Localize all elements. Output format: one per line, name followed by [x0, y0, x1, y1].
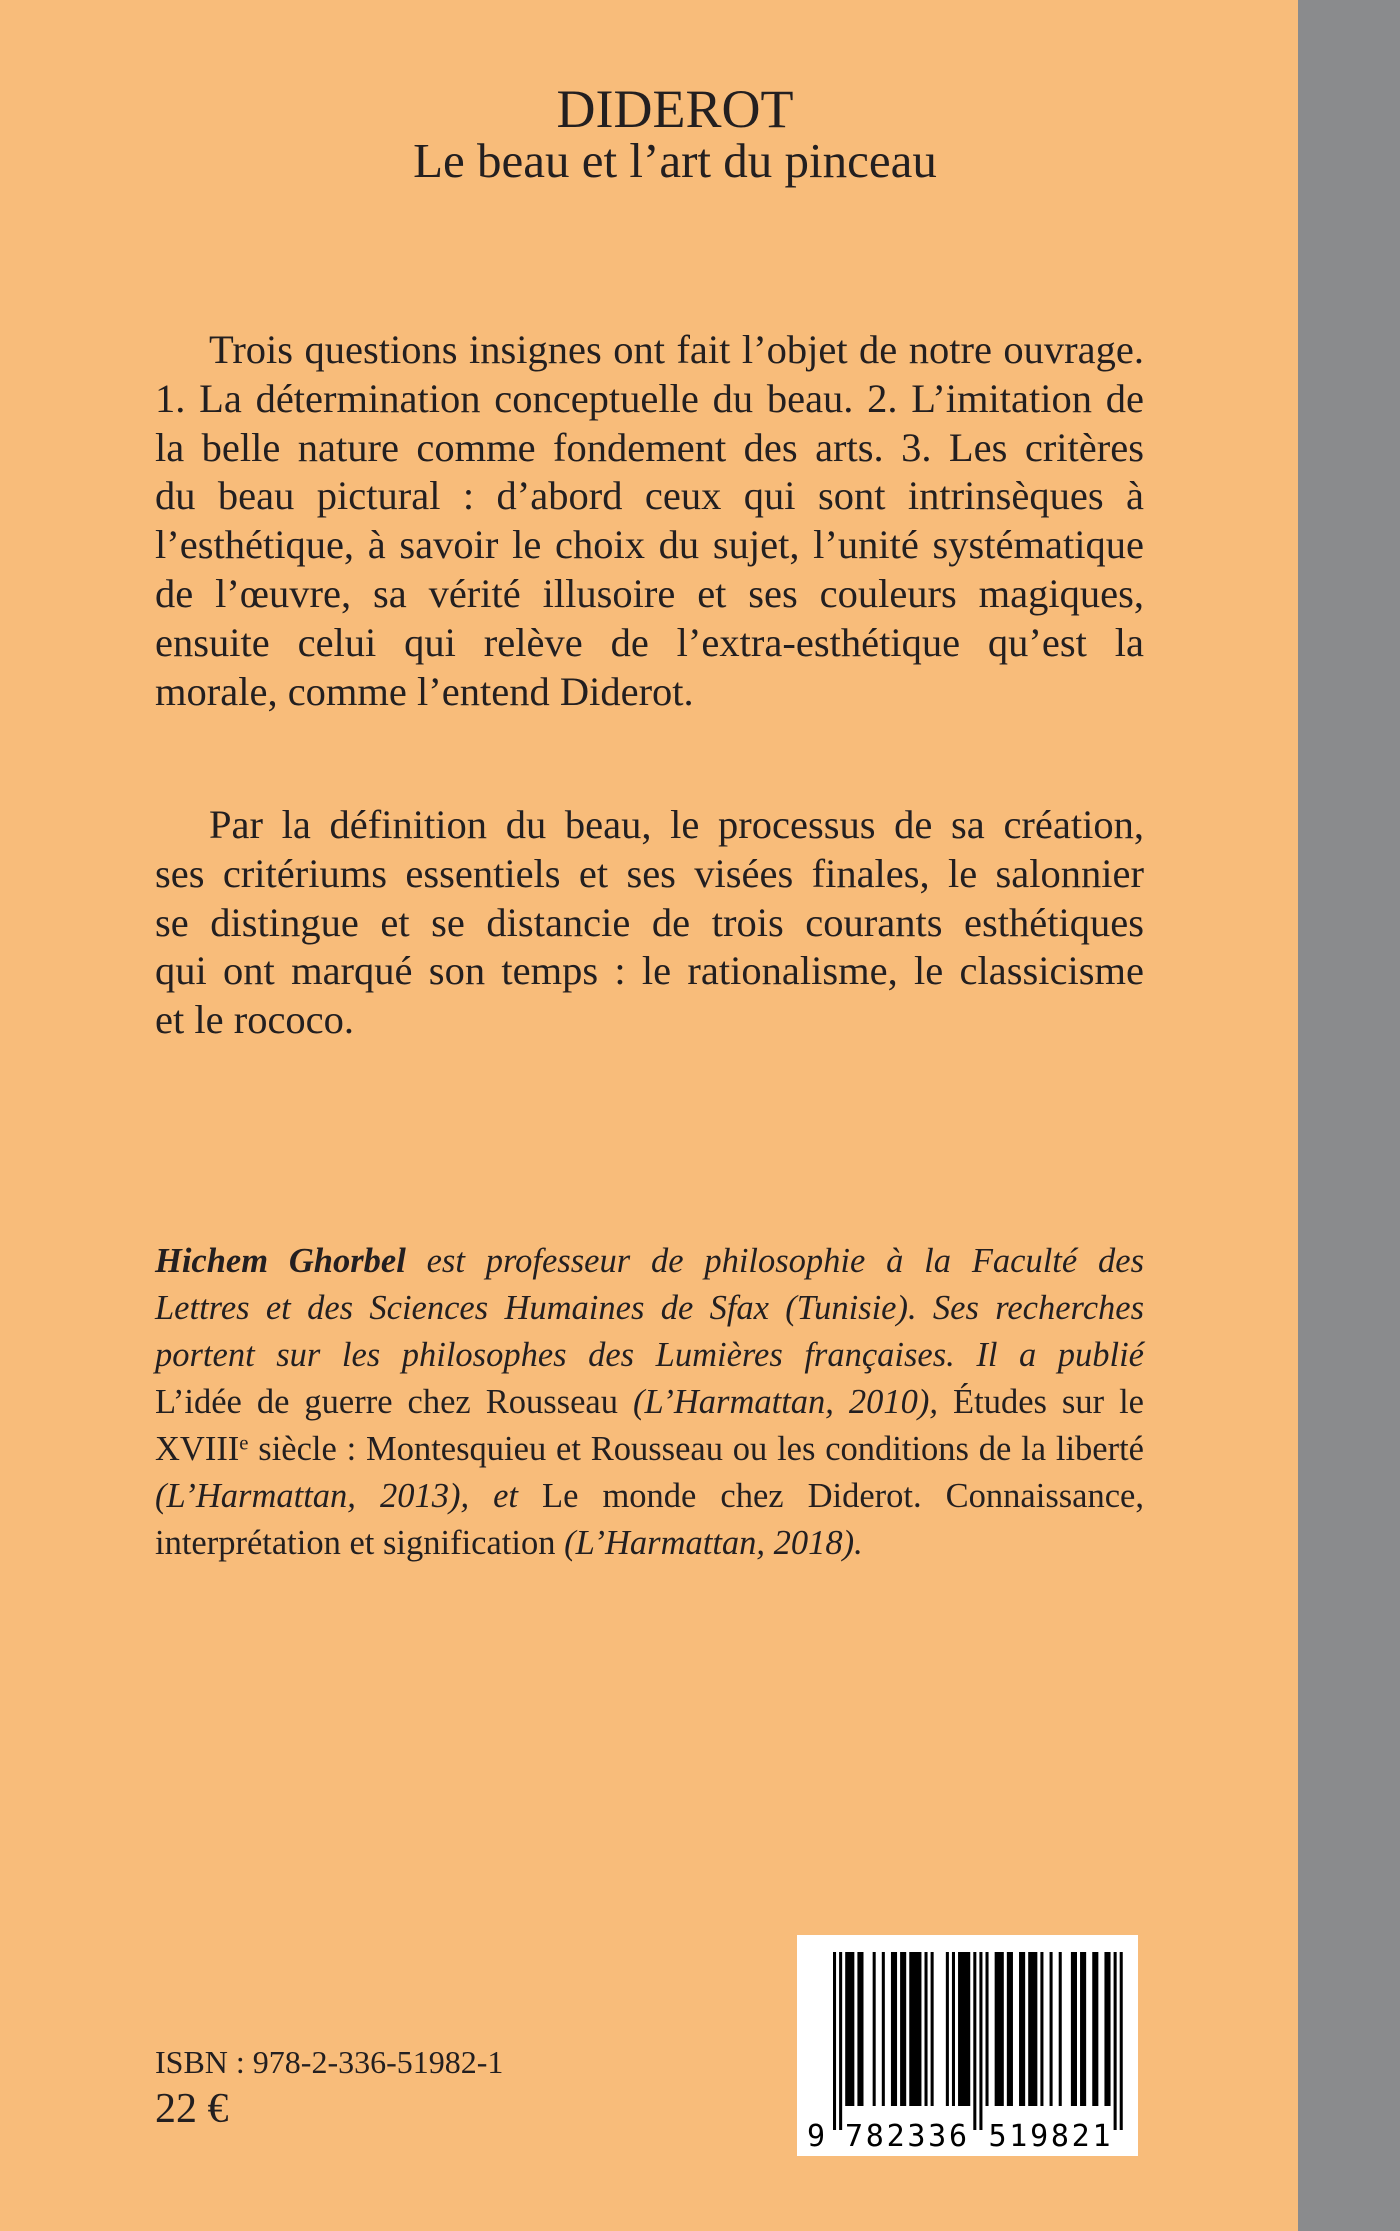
barcode-bar	[873, 1952, 876, 2106]
summary-line: ses critériums essentiels et ses visées finales, le salonnier	[155, 850, 1144, 896]
bio-segment: portent sur les philosophes des Lumières françaises. Il a publié	[155, 1336, 1144, 1374]
barcode-bar	[1071, 1952, 1077, 2106]
barcode-bar	[909, 1952, 921, 2106]
summary-line: se distingue et se distancie de trois courants esthétiques	[155, 899, 1144, 945]
summary-paragraph-2	[155, 801, 1144, 1045]
summary-line: ensuite celui qui relève de l’extra-esthétique qu’est la	[155, 619, 1144, 665]
author-bio	[155, 1238, 1144, 1567]
barcode-bar	[1104, 1952, 1110, 2106]
bio-segment: Lettres et des Sciences Humaines de Sfax (Tunisie). Ses recherches	[155, 1289, 1144, 1327]
barcode-bar	[1040, 1952, 1043, 2106]
bio-segment: siècle : Montesquieu et Rousseau ou les conditions de la liberté	[248, 1430, 1144, 1468]
barcode-bar	[995, 1952, 1004, 2106]
barcode-bar	[833, 1952, 836, 2130]
bio-line	[155, 1238, 1144, 1285]
price: 22 €	[155, 2086, 229, 2132]
barcode-bar	[973, 1952, 976, 2130]
summary-line: la belle nature comme fondement des arts. 3. Les critères	[155, 424, 1144, 470]
summary-paragraph-1	[155, 326, 1144, 716]
barcode-bar	[900, 1952, 906, 2106]
barcode-bar	[925, 1952, 928, 2106]
bio-segment: e	[239, 1432, 249, 1455]
book-title: DIDEROT	[556, 79, 794, 139]
barcode-bar	[946, 1952, 949, 2106]
barcode-bar	[882, 1952, 885, 2106]
bio-segment: est professeur de philosophie à la Faculté des	[405, 1242, 1144, 1280]
barcode-bar	[931, 1952, 934, 2106]
edge-band	[1298, 0, 1400, 2231]
bio-segment: interprétation et signification	[155, 1524, 565, 1562]
barcode-bar	[845, 1952, 854, 2106]
summary-line: de l’œuvre, sa vérité illusoire et ses couleurs magiques,	[155, 570, 1144, 616]
bio-segment: (L’Harmattan, 2018).	[564, 1524, 863, 1562]
bio-segment: L’idée de guerre chez Rousseau	[155, 1383, 633, 1421]
summary-line: Trois questions insignes ont fait l’objet de notre ouvrage.	[209, 327, 1144, 372]
summary-line: morale, comme l’entend Diderot.	[155, 668, 694, 714]
barcode-bar	[1028, 1952, 1037, 2106]
barcode-bar	[1007, 1952, 1013, 2106]
barcode-left-digits: 782336	[845, 2119, 967, 2154]
summary-line: du beau pictural : d’abord ceux qui sont intrinsèques à	[155, 473, 1144, 519]
barcode-bar	[1092, 1952, 1098, 2106]
bio-segment: (L’Harmattan, 2010),	[632, 1383, 939, 1421]
book-subtitle: Le beau et l’art du pinceau	[413, 133, 937, 188]
barcode-bar	[952, 1952, 955, 2106]
barcode-bar	[857, 1952, 863, 2106]
bio-segment: (L’Harmattan, 2013), et	[155, 1477, 519, 1515]
barcode-right-digits: 519821	[988, 2119, 1111, 2154]
summary-line: qui ont marqué son temps : le rationalisme, le classicisme	[155, 948, 1144, 994]
summary-line: l’esthétique, à savoir le choix du sujet, l’unité systématique	[155, 522, 1144, 568]
bio-line	[155, 1285, 1144, 1332]
barcode-bar	[891, 1952, 897, 2106]
bio-segment: Hichem Ghorbel	[155, 1242, 406, 1280]
bio-line	[155, 1473, 1144, 1520]
barcode-bar	[1080, 1952, 1086, 2106]
bio-line	[155, 1332, 1144, 1379]
barcode-bar	[1120, 1952, 1123, 2130]
bio-segment: Le monde chez Diderot. Connaissance,	[518, 1477, 1144, 1515]
barcode-bar	[1114, 1952, 1117, 2130]
isbn: ISBN : 978-2-336-51982-1	[155, 2044, 504, 2080]
barcode-bar	[986, 1952, 989, 2106]
summary-line: 1. La détermination conceptuelle du beau. 2. L’imitation de	[155, 375, 1144, 421]
barcode-bar	[1050, 1952, 1053, 2106]
bio-line	[155, 1426, 1144, 1473]
barcode-bar	[979, 1952, 982, 2130]
summary-line: et le rococo.	[155, 997, 355, 1043]
barcode-bar	[958, 1952, 970, 2106]
barcode	[797, 1935, 1138, 2156]
barcode-first-digit: 9	[807, 2119, 826, 2154]
barcode-bar	[1019, 1952, 1025, 2106]
summary-line: Par la définition du beau, le processus de sa création,	[209, 802, 1144, 847]
bio-line	[155, 1520, 1144, 1567]
bio-line	[155, 1379, 1144, 1426]
barcode-bar	[839, 1952, 842, 2130]
bio-segment: XVIII	[155, 1430, 240, 1468]
barcode-bar	[1059, 1952, 1062, 2106]
bio-segment: Études sur le	[938, 1383, 1144, 1421]
